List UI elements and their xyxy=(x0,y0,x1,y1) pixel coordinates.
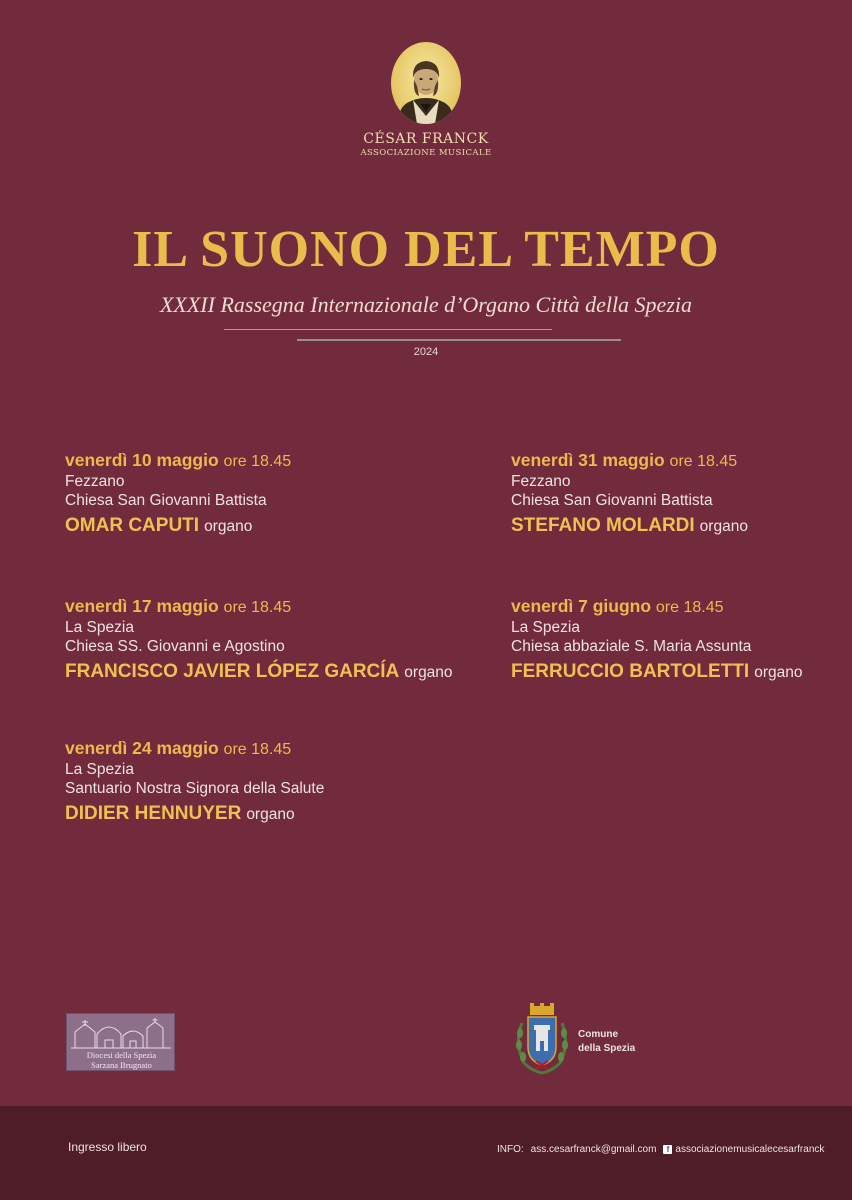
event-date: venerdì 7 giugno xyxy=(511,596,652,616)
event-venue: Chiesa San Giovanni Battista xyxy=(511,491,713,509)
portrait-medallion-icon xyxy=(391,42,461,124)
festival-year: 2024 xyxy=(413,346,439,358)
event-item xyxy=(65,740,324,823)
event-time: ore 18.45 xyxy=(223,741,292,758)
event-instrument: organo xyxy=(754,664,803,681)
event-town: Fezzano xyxy=(65,473,125,490)
divider-gold xyxy=(224,329,552,330)
event-time: ore 18.45 xyxy=(223,599,292,616)
event-date: venerdì 31 maggio xyxy=(511,450,665,470)
contact-info xyxy=(497,1144,824,1155)
event-venue: Chiesa abbaziale S. Maria Assunta xyxy=(511,637,752,655)
event-date: venerdì 24 maggio xyxy=(65,738,219,758)
event-instrument: organo xyxy=(404,664,453,681)
diocesi-line1: Diocesi della Spezia xyxy=(86,1050,157,1060)
page-title: IL SUONO DEL TEMPO xyxy=(132,221,720,278)
event-performer: FRANCISCO JAVIER LÓPEZ GARCÍA xyxy=(65,661,400,682)
free-entry-note: Ingresso libero xyxy=(68,1140,147,1154)
divider-grey xyxy=(297,339,621,341)
facebook-icon: f xyxy=(663,1145,672,1154)
event-performer: DIDIER HENNUYER xyxy=(65,803,242,824)
event-venue: Chiesa SS. Giovanni e Agostino xyxy=(65,637,285,655)
event-item xyxy=(511,452,748,535)
event-performer: FERRUCCIO BARTOLETTI xyxy=(511,661,750,682)
comune-label xyxy=(578,1028,635,1056)
event-instrument: organo xyxy=(699,518,748,535)
event-item xyxy=(65,452,291,535)
event-performer: OMAR CAPUTI xyxy=(65,515,200,536)
comune-line1: Comune xyxy=(578,1029,618,1040)
event-item xyxy=(511,598,802,681)
event-time: ore 18.45 xyxy=(655,599,724,616)
facebook-link[interactable]: associazionemusicalecesarfranck xyxy=(675,1144,825,1155)
event-town: La Spezia xyxy=(65,761,134,778)
event-instrument: organo xyxy=(204,518,253,535)
event-town: La Spezia xyxy=(511,619,580,636)
comune-line2: della Spezia xyxy=(578,1043,636,1054)
festival-subtitle: XXXII Rassegna Internazionale d’Organo Città della Spezia xyxy=(159,292,692,317)
event-venue: Santuario Nostra Signora della Salute xyxy=(65,779,325,797)
info-label: INFO: xyxy=(497,1144,524,1155)
association-name: CÉSAR FRANCK xyxy=(363,131,489,147)
event-instrument: organo xyxy=(246,806,295,823)
diocesi-logo xyxy=(66,1013,175,1071)
event-item xyxy=(65,598,453,681)
association-logo xyxy=(0,42,852,158)
event-town: Fezzano xyxy=(511,473,571,490)
email-link[interactable]: ass.cesarfranck@gmail.com xyxy=(530,1144,657,1155)
event-time: ore 18.45 xyxy=(223,453,292,470)
event-date: venerdì 10 maggio xyxy=(65,450,219,470)
event-time: ore 18.45 xyxy=(669,453,738,470)
event-town: La Spezia xyxy=(65,619,134,636)
event-venue: Chiesa San Giovanni Battista xyxy=(65,491,267,509)
event-performer: STEFANO MOLARDI xyxy=(511,515,695,536)
comune-crest-icon xyxy=(512,1003,572,1075)
diocesi-line2: Sarzana Brugnato xyxy=(91,1060,152,1070)
event-date: venerdì 17 maggio xyxy=(65,596,219,616)
association-subtitle: ASSOCIAZIONE MUSICALE xyxy=(360,148,492,158)
